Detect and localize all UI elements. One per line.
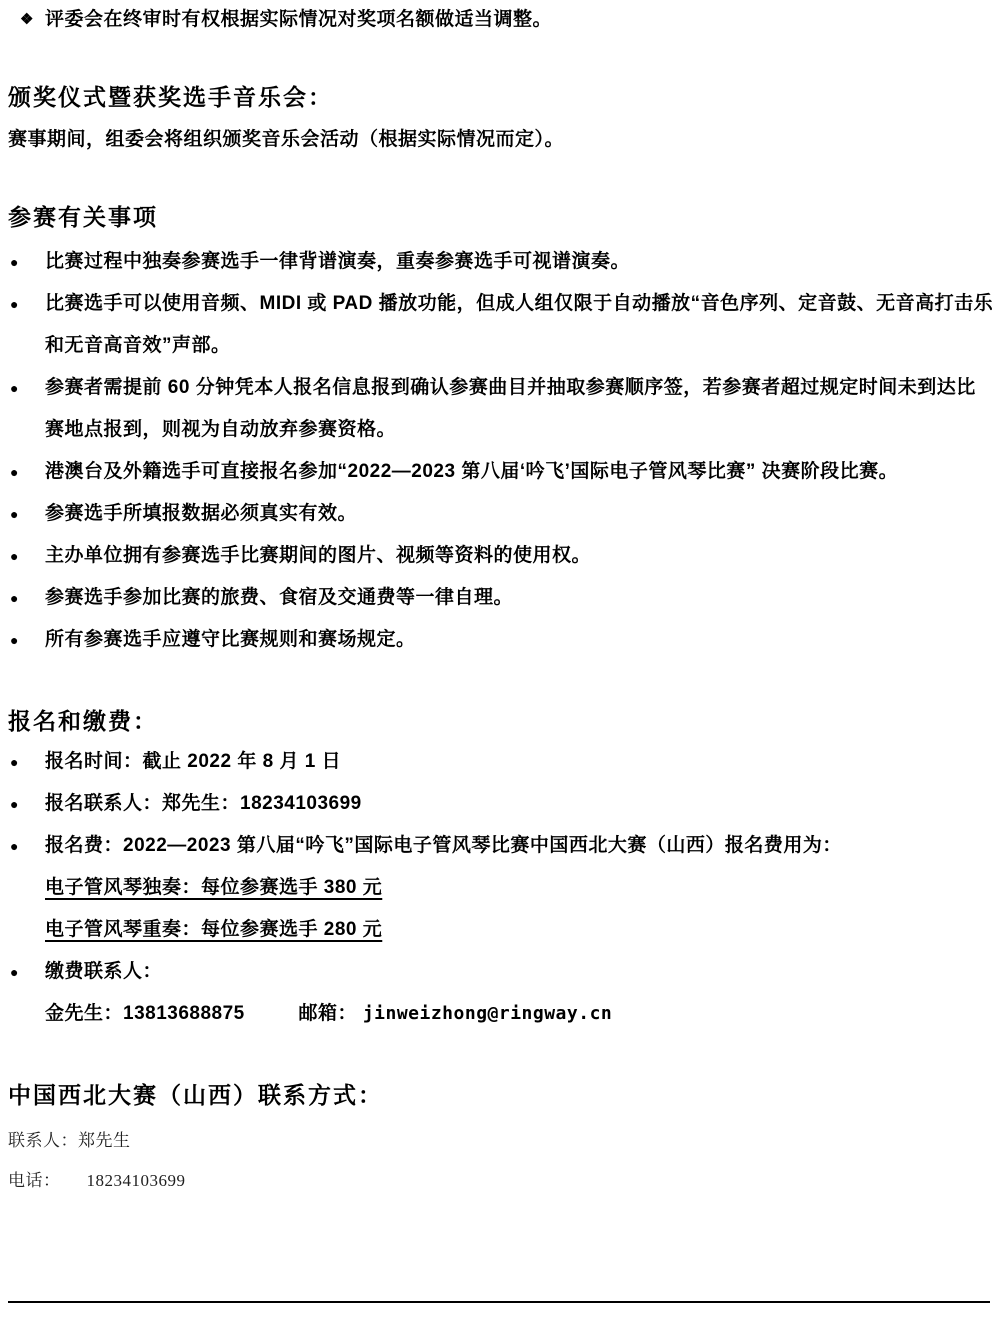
contact-heading: 中国西北大赛（山西）联系方式：	[8, 1082, 383, 1108]
contact-phone-label: 电话：	[8, 1171, 61, 1190]
registration-fee-intro: 报名费：2022—2023 第八届“吟飞”国际电子管风琴比赛中国西北大赛（山西）报名费用为：	[45, 835, 842, 856]
circle-bullet-icon: ●	[10, 590, 19, 606]
circle-bullet-icon: ●	[10, 838, 19, 854]
list-item	[8, 535, 990, 577]
list-item-text: 比赛选手可以使用音频、MIDI 或 PAD 播放功能，但成人组仅限于自动播放“音色序列、定音鼓、无音高打击乐	[45, 293, 994, 314]
list-item-text: 比赛过程中独奏参赛选手一律背谱演奏，重奏参赛选手可视谱演奏。	[45, 251, 631, 272]
fee-line-ensemble	[45, 909, 990, 951]
circle-bullet-icon: ●	[10, 964, 19, 980]
list-item	[8, 619, 990, 661]
registration-heading: 报名和缴费：	[8, 708, 158, 734]
registration-deadline: 报名时间：截止 2022 年 8 月 1 日	[45, 751, 342, 772]
matters-list	[8, 241, 994, 661]
list-item	[8, 825, 990, 867]
list-item	[8, 283, 994, 367]
circle-bullet-icon: ●	[10, 464, 19, 480]
payment-email: jinweizhong@ringway.cn	[362, 1003, 613, 1024]
list-item-text: 赛地点报到，则视为自动放弃参赛资格。	[45, 419, 397, 440]
ceremony-body: 赛事期间，组委会将组织颁奖音乐会活动（根据实际情况而定）。	[8, 129, 565, 150]
contact-person-line	[8, 1121, 990, 1161]
circle-bullet-icon: ●	[10, 506, 19, 522]
list-item-text: 参赛者需提前 60 分钟凭本人报名信息报到确认参赛曲目并抽取参赛顺序签，若参赛者超过规定时间未到达比	[45, 377, 976, 398]
list-item	[8, 783, 990, 825]
circle-bullet-icon: ●	[10, 380, 19, 396]
payment-contact-line	[45, 993, 990, 1035]
note-text: 评委会在终审时有权根据实际情况对奖项名额做适当调整。	[45, 9, 553, 30]
contact-person-name: 郑先生	[78, 1131, 131, 1150]
matters-heading: 参赛有关事项	[8, 204, 158, 230]
contact-info	[8, 1121, 990, 1201]
list-item-text: 参赛选手参加比赛的旅费、食宿及交通费等一律自理。	[45, 587, 514, 608]
contact-phone-number: 18234103699	[86, 1171, 186, 1190]
list-item	[8, 577, 990, 619]
diamond-bullet-icon: ❖	[20, 11, 34, 28]
list-item	[8, 367, 990, 451]
list-item	[8, 451, 990, 493]
circle-bullet-icon: ●	[10, 548, 19, 564]
circle-bullet-icon: ●	[10, 632, 19, 648]
list-item-text: 主办单位拥有参赛选手比赛期间的图片、视频等资料的使用权。	[45, 545, 592, 566]
payment-email-label: 邮箱：	[298, 1003, 358, 1024]
note-item	[8, 7, 990, 33]
circle-bullet-icon: ●	[10, 296, 19, 312]
list-item-text: 和无音高音效”声部。	[45, 335, 231, 356]
fee-line-solo	[45, 867, 990, 909]
circle-bullet-icon: ●	[10, 254, 19, 270]
fee-line-ensemble-text: 电子管风琴重奏：每位参赛选手 280 元	[45, 919, 383, 940]
list-item-text: 港澳台及外籍选手可直接报名参加“2022—2023 第八届‘吟飞’国际电子管风琴比赛” 决赛阶段比赛。	[45, 461, 899, 482]
list-item	[8, 741, 990, 783]
fee-line-solo-text: 电子管风琴独奏：每位参赛选手 380 元	[45, 877, 383, 898]
list-item-text: 参赛选手所填报数据必须真实有效。	[45, 503, 358, 524]
circle-bullet-icon: ●	[10, 796, 19, 812]
list-item	[8, 951, 990, 993]
payment-contact-label: 缴费联系人：	[45, 961, 163, 982]
list-item	[8, 241, 990, 283]
registration-list	[8, 741, 990, 1035]
contact-phone-line	[8, 1161, 990, 1201]
list-item	[8, 493, 990, 535]
footer-divider	[8, 1301, 990, 1303]
circle-bullet-icon: ●	[10, 754, 19, 770]
list-item-text: 所有参赛选手应遵守比赛规则和赛场规定。	[45, 629, 416, 650]
contact-person-label: 联系人：	[8, 1131, 78, 1150]
ceremony-heading: 颁奖仪式暨获奖选手音乐会：	[8, 84, 333, 110]
registration-contact: 报名联系人：郑先生：18234103699	[45, 793, 362, 814]
payment-contact-name: 金先生：13813688875	[45, 1003, 245, 1024]
